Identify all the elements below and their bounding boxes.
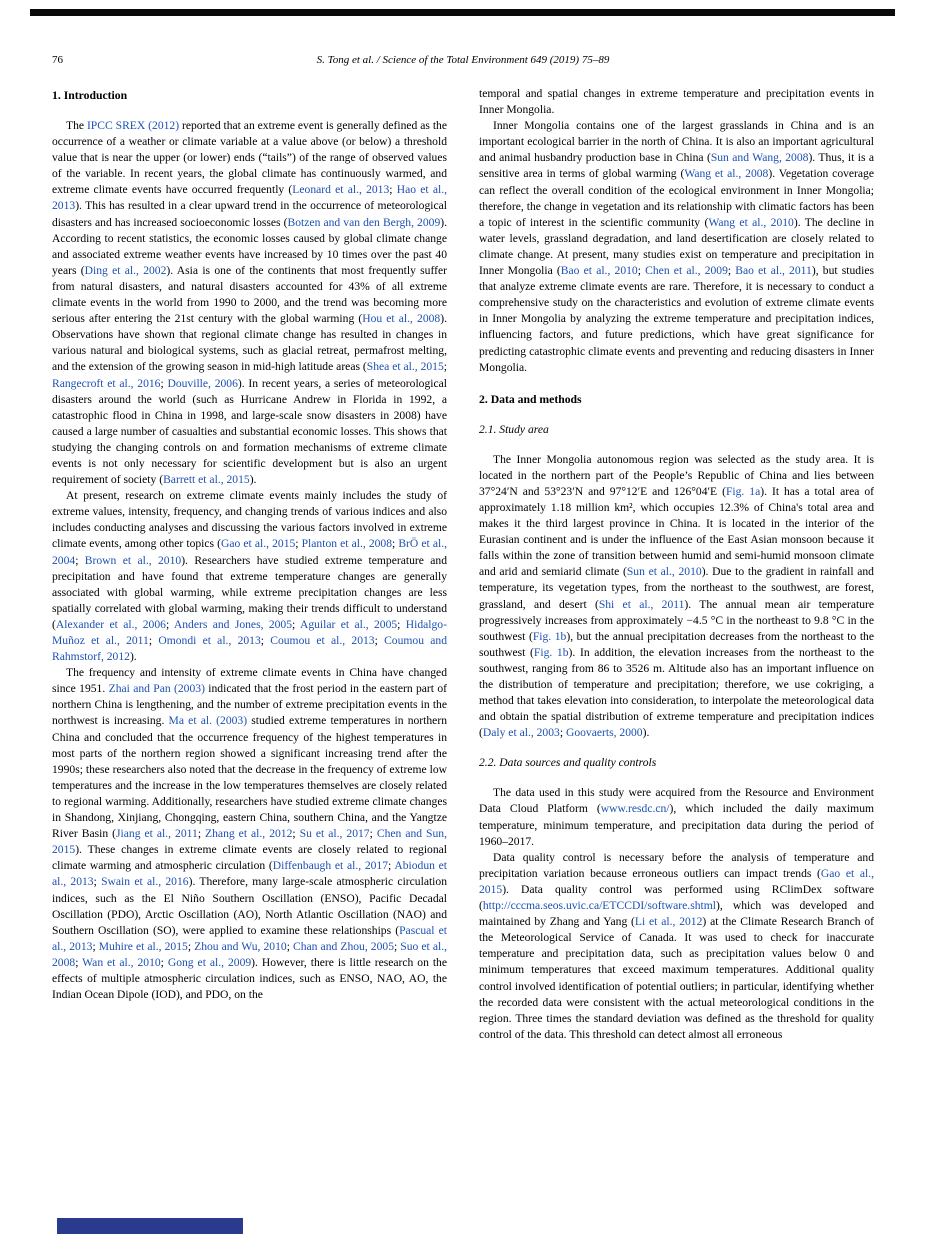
citation-link[interactable]: Daly et al., 2003 xyxy=(482,726,560,740)
citation-link[interactable]: Sun and Wang, 2008 xyxy=(710,151,809,165)
next-figure-edge xyxy=(57,1218,243,1234)
paragraph: At present, research on extreme climate events mainly includes the study of extreme values, intensity, frequency, and changing trends of various indices and also includes conducting analyses and discussing the various factors involved in extreme climate events, among other topics (Gao et al., 2015; Planton et al., 2008; BrÖ et al., 2004; Brown et al., 2010). Researchers have studied extreme temperature and precipitation and have found that extreme temperature changes are generally associated with global warming, while extreme precipitation changes are less spatially correlated with global warming, making their trends difficult to understand (Alexander et al., 2006; Anders and Jones, 2005; Aguilar et al., 2005; Hidalgo-Muñoz et al., 2011; Omondi et al., 2013; Coumou et al., 2013; Coumou and Rahmstorf, 2012). xyxy=(52,489,447,664)
citation-link[interactable]: Zhang et al., 2012 xyxy=(205,827,293,841)
citation-link[interactable]: Brown et al., 2010 xyxy=(84,553,182,567)
citation-link[interactable]: Fig. 1a xyxy=(725,484,761,498)
citation-link[interactable]: Swain et al., 2016 xyxy=(101,875,189,889)
section-heading: 2. Data and methods xyxy=(479,392,582,406)
citation-link[interactable]: Diffenbaugh et al., 2017 xyxy=(272,859,389,873)
paragraph: The IPCC SREX (2012) reported that an extreme event is generally defined as the occurrence of a weather or climate variable at a value above (or below) a threshold value that is near the upper (or lower) ends (“tails”) of the range of observed values of the variable. In recent years, the global climate has continuously warmed, and extreme climate events have occurred frequently (Leonard et al., 2013; Hao et al., 2013). This has resulted in a clear upward trend in the occurrence of meteorological disasters and has increased socioeconomic losses (Botzen and van den Bergh, 2009). According to recent statistics, the economic losses caused by global climate change and associated extreme weather events have increased by 10 times over the past 40 years (Ding et al., 2002). Asia is one of the continents that most frequently suffer from natural disasters, and natural disasters accounted for 43% of all extreme climate events in the world from 1990 to 2000, and the trend was becoming more serious after entering the 21st century with the global warming (Hou et al., 2008). Observations have shown that regional climate change has resulted in changes in various natural and biological systems, such as glacial retreat, permafrost melting, and the extension of the growing season in mid-high latitude areas (Shea et al., 2015; Rangecroft et al., 2016; Douville, 2006). In recent years, a series of meteorological disasters around the world (such as Hurricane Andrew in Florida in 1992, a catastrophic flood in China in 1998, and large-scale snow disasters in 2008) have caused a large number of casualties and substantial economic losses. This shows that studying the changing controls on and formation mechanisms of extreme climate events is not only necessary for scientific development but is also an urgent requirement of society (Barrett et al., 2015). xyxy=(52,119,448,487)
page-top-divider xyxy=(30,9,895,16)
citation-link[interactable]: Wan et al., 2010 xyxy=(82,955,161,969)
citation-link[interactable]: Zhai and Pan (2003) xyxy=(108,682,205,696)
subsection-heading: 2.2. Data sources and quality controls xyxy=(479,756,657,770)
citation-link[interactable]: Douville, 2006 xyxy=(167,376,238,390)
citation-link[interactable]: Shea et al., 2015 xyxy=(366,360,444,374)
citation-link[interactable]: www.resdc.cn/ xyxy=(600,802,670,816)
page-number: 76 xyxy=(52,54,63,66)
left-column xyxy=(52,86,447,1043)
citation-link[interactable]: Barrett et al., 2015 xyxy=(163,473,250,487)
paragraph: The frequency and intensity of extreme climate events in China have changed since 1951. Zhai and Pan (2003) indicated that the frost period in the eastern part of northern China is lengthening, and the number of extreme precipitation events in the northwest is increasing. Ma et al. (2003) studied extreme temperatures in northern China and concluded that the occurrence frequency of the highest temperatures in most parts of the northern region showed a significant increasing trend after the 1990s; these researchers also noted that the decrease in the frequency of extreme low temperatures and the increase in the low temperatures themselves are closely related to regional warming. Additionally, researchers have studied extreme climate changes in Shandong, Xinjiang, Chongqing, eastern China, southern China, and the Yangtze River Basin (Jiang et al., 2011; Zhang et al., 2012; Su et al., 2017; Chen and Sun, 2015). These changes in extreme climate events are closely related to regional climate warming and atmospheric circulation (Diffenbaugh et al., 2017; Abiodun et al., 2013; Swain et al., 2016). Therefore, many large-scale atmospheric circulation indices, such as the El Niño Southern Oscillation (ENSO), Pacific Decadal Oscillation (PDO), Arctic Oscillation (AO), North Atlantic Oscillation (NAO) and Southern Oscillation (SO), were applied to examine these relationships (Pascual et al., 2013; Muhire et al., 2015; Zhou and Wu, 2010; Chan and Zhou, 2005; Suo et al., 2008; Wan et al., 2010; Gong et al., 2009). However, there is little research on the effects of multiple atmospheric circulation indices, such as ENSO, NAO, AO, the Indian Ocean Dipole (IOD), and PDO, on the xyxy=(52,666,448,1002)
citation-link[interactable]: Leonard et al., 2013 xyxy=(292,183,390,197)
citation-link[interactable]: Pascual et al., 2013 xyxy=(52,923,447,953)
citation-link[interactable]: Gong et al., 2009 xyxy=(167,955,252,969)
citation-link[interactable]: Coumou and Rahmstorf, 2012 xyxy=(52,634,447,664)
citation-link[interactable]: IPCC SREX (2012) xyxy=(86,119,180,132)
citation-link[interactable]: Ding et al., 2002 xyxy=(84,263,167,277)
citation-link[interactable]: Botzen and van den Bergh, 2009 xyxy=(287,215,441,229)
citation-link[interactable]: Chen et al., 2009 xyxy=(645,264,728,278)
paragraph: The data used in this study were acquired from the Resource and Environment Data Cloud Platform (www.resdc.cn/), which included the daily maximum temperature, minimum temperature, and precipitation data during the period of 1960–2017. xyxy=(479,786,875,848)
paragraph: Inner Mongolia contains one of the largest grasslands in China and is an important ecological barrier in the north of China. It is also an important agricultural and animal husbandry production base in China (Sun and Wang, 2008). Thus, it is a sensitive area in terms of global warming (Wang et al., 2008). Vegetation coverage can reflect the overall condition of the ecological environment in Inner Mongolia; therefore, the change in vegetation and its relationship with climatic factors has been a topic of interest in the scientific community (Wang et al., 2010). The decline in water levels, grassland degradation, and land desertification are closely related to climate change. At present, many studies exist on temperature and precipitation in Inner Mongolia (Bao et al., 2010; Chen et al., 2009; Bao et al., 2011), but studies that analyze extreme climate events are rare. Therefore, it is necessary to conduct a comprehensive study on the characteristics and evolution of extreme climate events in Inner Mongolia by analyzing the extreme temperature and precipitation indices, influencing factors, and future predictions, which have great significance for predicting catastrophic climate events and preventing and reducing disasters in Inner Mongolia. xyxy=(479,119,875,374)
citation-link[interactable]: Fig. 1b xyxy=(532,629,567,643)
citation-link[interactable]: Chen and Sun, 2015 xyxy=(52,827,447,857)
subsection-heading: 2.1. Study area xyxy=(479,422,549,436)
citation-link[interactable]: Jiang et al., 2011 xyxy=(116,827,198,841)
section-heading: 1. Introduction xyxy=(52,89,128,102)
citation-link[interactable]: http://cccma.seos.uvic.ca/ETCCDI/software.shtml xyxy=(482,899,716,913)
citation-link[interactable]: Bao et al., 2011 xyxy=(735,264,812,278)
citation-link[interactable]: Hou et al., 2008 xyxy=(362,312,441,326)
paragraph: Data quality control is necessary before the analysis of temperature and precipitation variation because erroneous outliers can impact trends (Gao et al., 2015). Data quality control was performed using RClimDex software (http://cccma.seos.uvic.ca/ETCCDI/software.shtml), which was developed and maintained by Zhang and Yang (Li et al., 2012) at the Climate Research Branch of the Meteorological Service of Canada. It was used to check for inaccurate temperature and precipitation data, such as precipitation values below 0 and minimum temperatures that exceed maximum temperatures. Additional quality control involved identification of potential outliers; in particular, identifying whether the recorded data were consistent with the actual meteorological conditions in the region. Three times the standard deviation was defined as the threshold for quality control of the data. This threshold can detect almost all erroneous xyxy=(479,850,874,1041)
citation-link[interactable]: Wang et al., 2010 xyxy=(708,215,794,229)
citation-link[interactable]: Shi et al., 2011 xyxy=(598,597,685,611)
article-body xyxy=(52,86,874,1043)
citation-link[interactable]: Suo et al., 2008 xyxy=(52,939,448,969)
page-header xyxy=(52,54,874,70)
citation-link[interactable]: Abiodun et al., 2013 xyxy=(52,859,448,889)
citation-link[interactable]: Ma et al. (2003) xyxy=(168,714,248,728)
citation-link[interactable]: Alexander et al., 2006 xyxy=(55,617,166,631)
citation-link[interactable]: Fig. 1b xyxy=(533,645,569,659)
citation-link[interactable]: BrÖ et al., 2004 xyxy=(52,537,447,567)
citation-link[interactable]: Su et al., 2017 xyxy=(299,827,370,841)
citation-link[interactable]: Wang et al., 2008 xyxy=(684,167,769,181)
citation-link[interactable]: Hao et al., 2013 xyxy=(52,183,447,213)
citation-link[interactable]: Bao et al., 2010 xyxy=(560,264,638,278)
citation-link[interactable]: Gao et al., 2015 xyxy=(479,866,874,896)
citation-link[interactable]: Rangecroft et al., 2016 xyxy=(52,376,161,390)
citation-link[interactable]: Sun et al., 2010 xyxy=(626,565,702,579)
citation-link[interactable]: Li et al., 2012 xyxy=(634,915,703,929)
citation-link[interactable]: Muhire et al., 2015 xyxy=(98,939,188,953)
citation-link[interactable]: Chan and Zhou, 2005 xyxy=(293,939,394,953)
citation-link[interactable]: Anders and Jones, 2005 xyxy=(173,617,293,631)
paragraph: The Inner Mongolia autonomous region was selected as the study area. It is located in the northern part of the People’s Republic of China and lies between 37°24′N and 53°23′N and 97°12′E and 126°04′E (Fig. 1a). It has a total area of approximately 1.18 million km², which occupies 12.3% of China's total area and makes it the third largest province in China. It is located in the interior of the Eurasian continent and is under the influence of the East Asian monsoon because it falls within the zone of transition between humid and semi-humid monsoon climate and arid and semiarid climate (Sun et al., 2010). Due to the gradient in rainfall and temperature, its vegetation types, from the northeast to the southwest, are forest, grassland, and desert (Shi et al., 2011). The annual mean air temperature progressively increases from approximately −4.5 °C in the northeast to 9.8 °C in the southwest (Fig. 1b), but the annual precipitation decreases from the northeast to the southwest (Fig. 1b). In addition, the elevation increases from the northeast to the southwest, ranging from 86 to 3526 m. Altitude also has an important influence on the distribution of temperature and precipitation; therefore, we use cokriging, a method that takes elevation into consideration, to interpolate the meteorological data and obtain the spatial distribution of extreme temperature and precipitation indices (Daly et al., 2003; Goovaerts, 2000). xyxy=(479,452,875,740)
right-column xyxy=(479,86,874,1043)
running-head: S. Tong et al. / Science of the Total Environment 649 (2019) 75–89 xyxy=(316,54,610,66)
paragraph: temporal and spatial changes in extreme temperature and precipitation events in Inner Mongolia. xyxy=(479,87,874,117)
citation-link[interactable]: Gao et al., 2015 xyxy=(221,537,296,551)
citation-link[interactable]: Zhou and Wu, 2010 xyxy=(194,939,287,953)
citation-link[interactable]: Planton et al., 2008 xyxy=(301,537,393,551)
citation-link[interactable]: Hidalgo-Muñoz et al., 2011 xyxy=(52,617,447,647)
citation-link[interactable]: Goovaerts, 2000 xyxy=(565,726,643,740)
citation-link[interactable]: Aguilar et al., 2005 xyxy=(299,617,398,631)
citation-link[interactable]: Omondi et al., 2013 xyxy=(158,634,261,647)
citation-link[interactable]: Coumou et al., 2013 xyxy=(270,634,375,647)
